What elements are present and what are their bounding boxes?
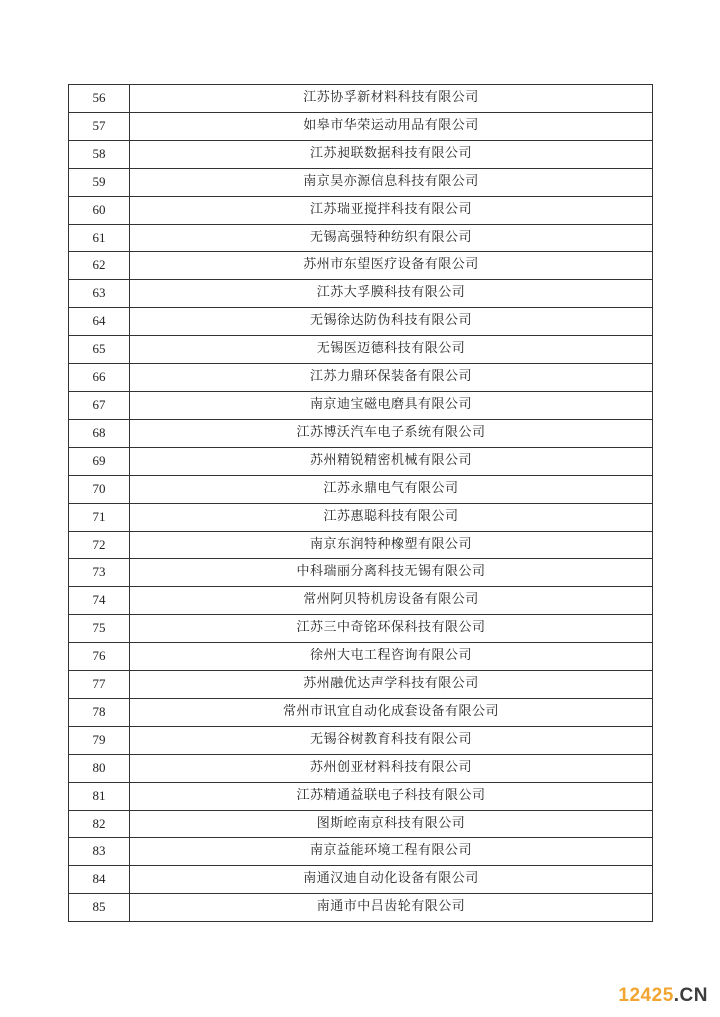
company-name: 常州市讯宜自动化成套设备有限公司 — [130, 698, 653, 726]
table-row — [69, 447, 653, 475]
table-row — [69, 475, 653, 503]
company-name: 如皋市华荣运动用品有限公司 — [130, 112, 653, 140]
company-name: 南通市中吕齿轮有限公司 — [130, 894, 653, 922]
company-name: 徐州大屯工程咨询有限公司 — [130, 643, 653, 671]
row-number: 80 — [69, 754, 130, 782]
row-number: 82 — [69, 810, 130, 838]
table-row — [69, 280, 653, 308]
row-number: 61 — [69, 224, 130, 252]
company-name: 江苏精通益联电子科技有限公司 — [130, 782, 653, 810]
table-row — [69, 252, 653, 280]
table-row — [69, 643, 653, 671]
company-name: 江苏博沃汽车电子系统有限公司 — [130, 419, 653, 447]
site-watermark — [618, 985, 708, 1007]
company-name: 苏州融优达声学科技有限公司 — [130, 671, 653, 699]
row-number: 76 — [69, 643, 130, 671]
row-number: 59 — [69, 168, 130, 196]
company-name: 江苏三中奇铭环保科技有限公司 — [130, 615, 653, 643]
row-number: 83 — [69, 838, 130, 866]
table-row — [69, 559, 653, 587]
row-number: 58 — [69, 140, 130, 168]
row-number: 85 — [69, 894, 130, 922]
company-name: 江苏昶联数据科技有限公司 — [130, 140, 653, 168]
watermark-digits: 12425 — [618, 985, 674, 1006]
table-row — [69, 224, 653, 252]
company-list-table — [68, 84, 653, 922]
row-number: 62 — [69, 252, 130, 280]
table-row — [69, 698, 653, 726]
table-row — [69, 196, 653, 224]
table-row — [69, 168, 653, 196]
row-number: 67 — [69, 391, 130, 419]
table-row — [69, 866, 653, 894]
row-number: 71 — [69, 503, 130, 531]
company-name: 江苏惠聪科技有限公司 — [130, 503, 653, 531]
table-row — [69, 810, 653, 838]
table-row — [69, 838, 653, 866]
company-name: 图斯崆南京科技有限公司 — [130, 810, 653, 838]
company-name: 江苏永鼎电气有限公司 — [130, 475, 653, 503]
table-row — [69, 587, 653, 615]
company-name: 常州阿贝特机房设备有限公司 — [130, 587, 653, 615]
company-name: 南京益能环境工程有限公司 — [130, 838, 653, 866]
company-name: 无锡徐达防伪科技有限公司 — [130, 308, 653, 336]
table-row — [69, 336, 653, 364]
company-name: 无锡高强特种纺织有限公司 — [130, 224, 653, 252]
row-number: 66 — [69, 364, 130, 392]
watermark-domain: .CN — [673, 985, 708, 1006]
table-row — [69, 782, 653, 810]
company-name: 江苏协孚新材料科技有限公司 — [130, 85, 653, 113]
company-name: 苏州市东望医疗设备有限公司 — [130, 252, 653, 280]
row-number: 69 — [69, 447, 130, 475]
table-row — [69, 894, 653, 922]
company-name: 苏州创亚材料科技有限公司 — [130, 754, 653, 782]
table-row — [69, 391, 653, 419]
company-name: 江苏瑞亚搅拌科技有限公司 — [130, 196, 653, 224]
table-row — [69, 364, 653, 392]
company-name: 南京迪宝磁电磨具有限公司 — [130, 391, 653, 419]
row-number: 70 — [69, 475, 130, 503]
row-number: 68 — [69, 419, 130, 447]
table-row — [69, 531, 653, 559]
company-name: 苏州精锐精密机械有限公司 — [130, 447, 653, 475]
row-number: 63 — [69, 280, 130, 308]
table-row — [69, 85, 653, 113]
company-name: 无锡谷树教育科技有限公司 — [130, 726, 653, 754]
row-number: 81 — [69, 782, 130, 810]
row-number: 74 — [69, 587, 130, 615]
table-row — [69, 308, 653, 336]
company-list-body — [69, 85, 653, 922]
company-name: 南京东润特种橡塑有限公司 — [130, 531, 653, 559]
row-number: 78 — [69, 698, 130, 726]
row-number: 75 — [69, 615, 130, 643]
table-row — [69, 140, 653, 168]
company-name: 无锡医迈德科技有限公司 — [130, 336, 653, 364]
company-name: 南京昊亦源信息科技有限公司 — [130, 168, 653, 196]
row-number: 84 — [69, 866, 130, 894]
company-name: 南通汉迪自动化设备有限公司 — [130, 866, 653, 894]
company-name: 江苏大孚膜科技有限公司 — [130, 280, 653, 308]
table-row — [69, 754, 653, 782]
row-number: 65 — [69, 336, 130, 364]
row-number: 56 — [69, 85, 130, 113]
company-name: 江苏力鼎环保装备有限公司 — [130, 364, 653, 392]
row-number: 57 — [69, 112, 130, 140]
table-row — [69, 419, 653, 447]
row-number: 64 — [69, 308, 130, 336]
row-number: 73 — [69, 559, 130, 587]
table-row — [69, 112, 653, 140]
row-number: 60 — [69, 196, 130, 224]
table-row — [69, 615, 653, 643]
table-row — [69, 671, 653, 699]
table-row — [69, 726, 653, 754]
row-number: 72 — [69, 531, 130, 559]
company-name: 中科瑞丽分离科技无锡有限公司 — [130, 559, 653, 587]
row-number: 79 — [69, 726, 130, 754]
row-number: 77 — [69, 671, 130, 699]
table-row — [69, 503, 653, 531]
